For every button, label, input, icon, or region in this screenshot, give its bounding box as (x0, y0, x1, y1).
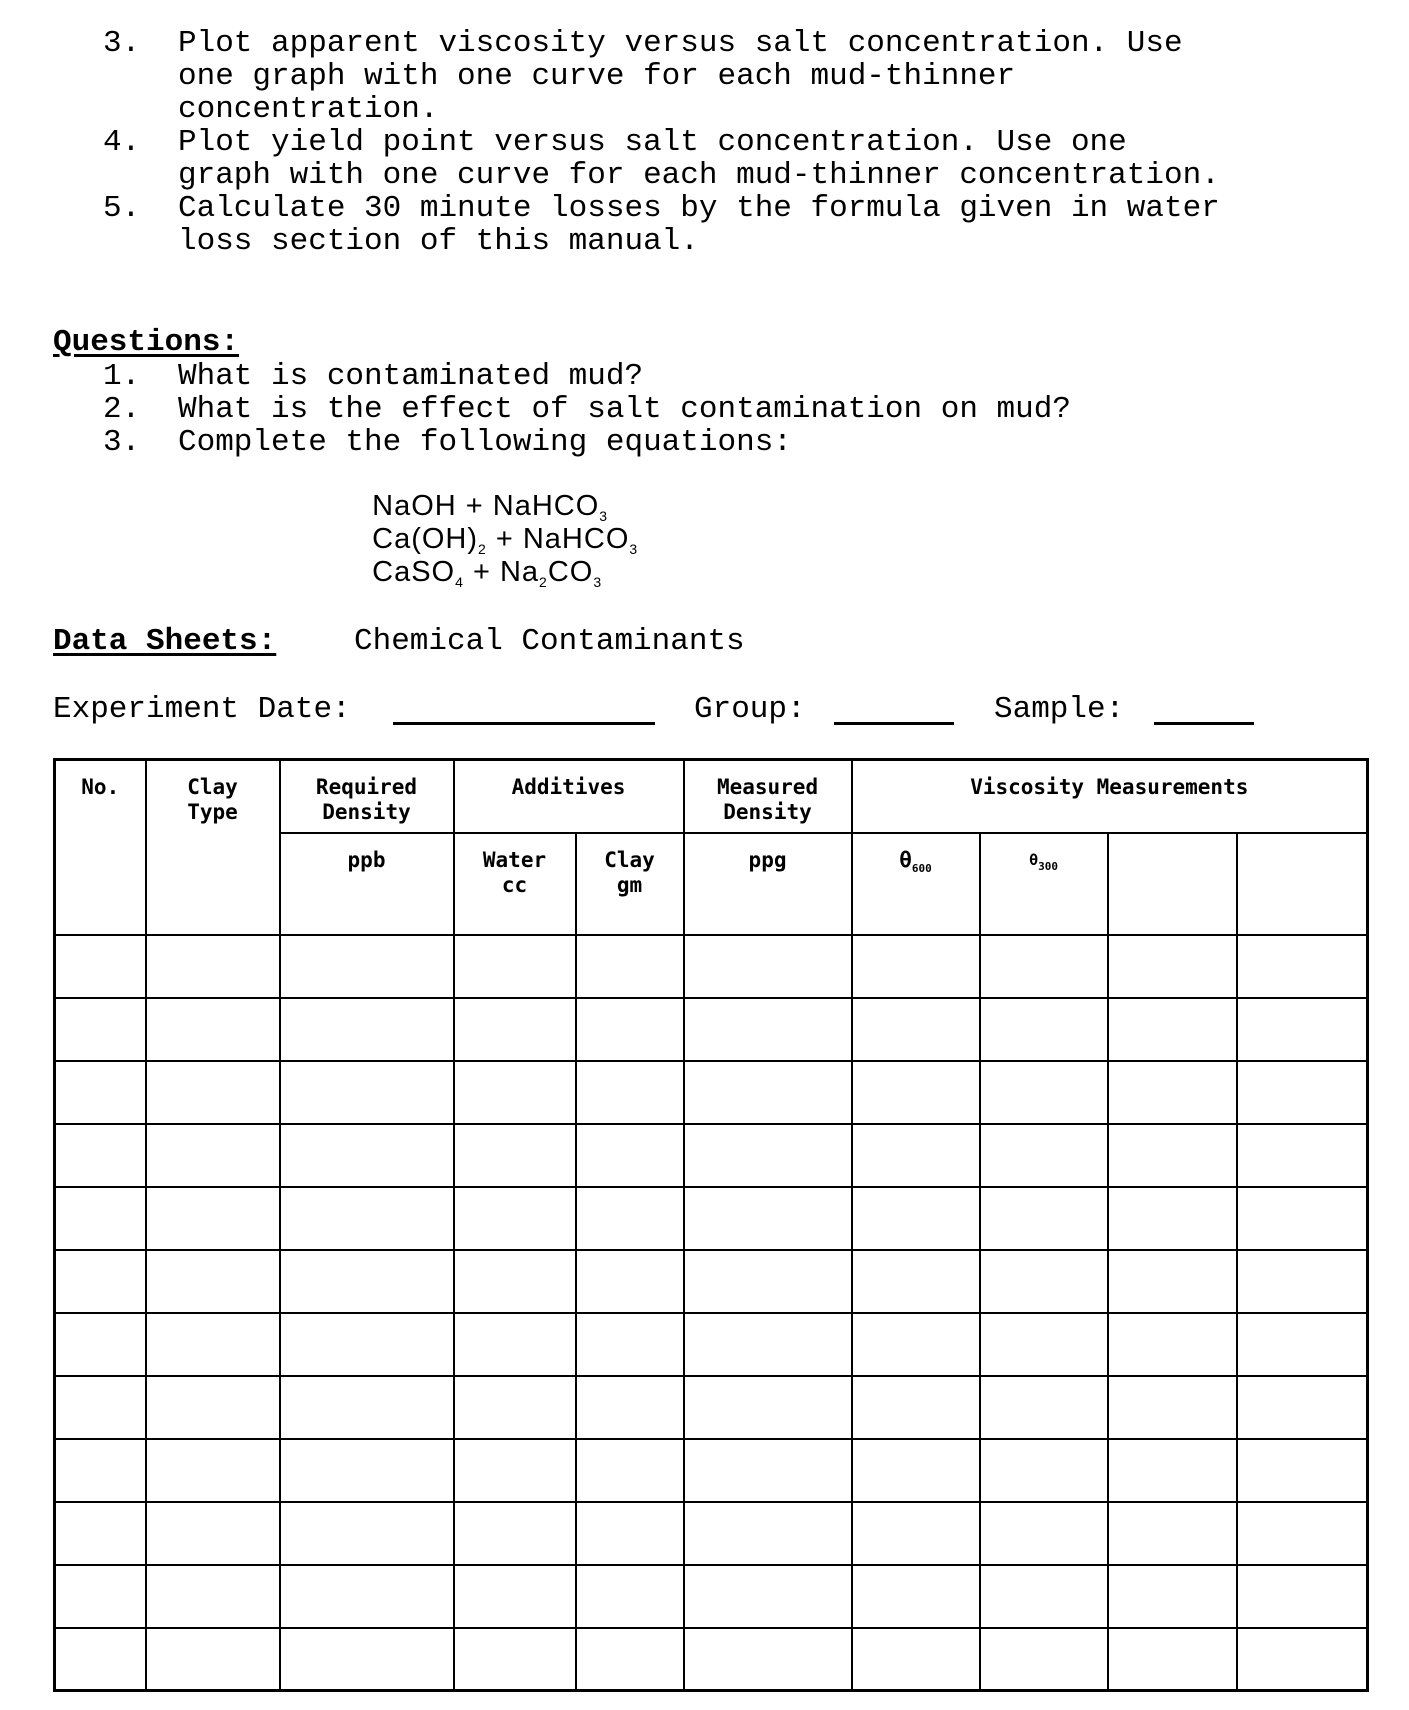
table-cell[interactable] (454, 1502, 576, 1565)
equation-subscript: 2 (478, 541, 487, 557)
table-cell[interactable] (280, 1187, 454, 1250)
table-cell[interactable] (852, 998, 980, 1061)
subheader-clay (576, 833, 684, 935)
subheader-label: ppb (347, 847, 386, 872)
table-cell[interactable] (454, 1439, 576, 1502)
table-cell[interactable] (684, 998, 852, 1061)
header-label: Required (315, 775, 418, 799)
table-cell[interactable] (55, 998, 146, 1061)
table-cell[interactable] (55, 1565, 146, 1628)
header-clay-type (146, 760, 280, 935)
table-cell[interactable] (280, 1565, 454, 1628)
equation-subscript: 3 (599, 508, 609, 524)
table-cell[interactable] (684, 1061, 852, 1124)
table-cell[interactable] (454, 1124, 576, 1187)
question-number: 3. (103, 425, 141, 460)
equation-subscript: 4 (455, 574, 464, 590)
procedure-item-line: one graph with one curve for each mud-thinner (178, 59, 1016, 94)
header-label: Measured (716, 775, 819, 799)
procedure-item-line: graph with one curve for each mud-thinner concentration. (178, 158, 1220, 193)
table-cell[interactable] (576, 1124, 684, 1187)
table-cell[interactable] (146, 1313, 280, 1376)
table-cell[interactable] (146, 1439, 280, 1502)
table-cell[interactable] (280, 1502, 454, 1565)
table-cell[interactable] (576, 1250, 684, 1313)
table-cell[interactable] (852, 1313, 980, 1376)
table-cell[interactable] (852, 1502, 980, 1565)
table-cell[interactable] (852, 1628, 980, 1691)
table-cell[interactable] (576, 935, 684, 998)
table-cell[interactable] (576, 1502, 684, 1565)
theta-subscript: 600 (911, 861, 932, 875)
table-cell[interactable] (1237, 1502, 1368, 1565)
table-cell[interactable] (146, 1250, 280, 1313)
procedure-item-number: 4. (103, 125, 141, 160)
procedure-item-line: Calculate 30 minute losses by the formula given in water (178, 191, 1220, 226)
table-cell[interactable] (980, 1187, 1108, 1250)
table-cell[interactable] (852, 1565, 980, 1628)
table-cell[interactable] (576, 998, 684, 1061)
table-cell[interactable] (146, 1376, 280, 1439)
table-row (55, 1313, 1368, 1376)
question-text: What is contaminated mud? (178, 359, 644, 394)
table-cell[interactable] (1237, 1439, 1368, 1502)
table-cell[interactable] (852, 1376, 980, 1439)
table-cell[interactable] (280, 1124, 454, 1187)
table-cell[interactable] (1108, 1313, 1237, 1376)
table-cell[interactable] (980, 1376, 1108, 1439)
table-cell[interactable] (280, 1061, 454, 1124)
table-cell[interactable] (980, 1502, 1108, 1565)
table-cell[interactable] (454, 1565, 576, 1628)
table-cell[interactable] (1237, 1187, 1368, 1250)
table-cell[interactable] (1237, 1061, 1368, 1124)
header-label: Type (187, 800, 238, 824)
table-cell[interactable] (684, 1439, 852, 1502)
table-cell[interactable] (852, 1439, 980, 1502)
table-cell[interactable] (146, 1628, 280, 1691)
table-row (55, 1628, 1368, 1691)
subheader-label: gm (616, 872, 643, 897)
table-cell[interactable] (1237, 935, 1368, 998)
procedure-item-line: Plot yield point versus salt concentration. Use one (178, 125, 1127, 160)
header-required-density (280, 760, 454, 833)
table-cell[interactable] (146, 998, 280, 1061)
table-cell[interactable] (576, 1376, 684, 1439)
subheader-theta-600 (852, 833, 980, 935)
table-cell[interactable] (980, 1250, 1108, 1313)
table-cell[interactable] (454, 935, 576, 998)
table-cell[interactable] (146, 1502, 280, 1565)
table-cell[interactable] (576, 1313, 684, 1376)
procedure-item-number: 3. (103, 26, 141, 61)
equation-text: + NaHCO (486, 523, 630, 555)
table-row (55, 998, 1368, 1061)
procedure-item-line: loss section of this manual. (178, 224, 699, 259)
group-field[interactable] (834, 694, 954, 725)
question-text: Complete the following equations: (178, 425, 792, 460)
table-cell[interactable] (1108, 1187, 1237, 1250)
equation-subscript: 2 (539, 574, 548, 590)
table-cell[interactable] (684, 1565, 852, 1628)
table-cell[interactable] (1108, 1250, 1237, 1313)
group-label: Group: (694, 692, 806, 727)
table-cell[interactable] (146, 1061, 280, 1124)
table-cell[interactable] (576, 1187, 684, 1250)
table-row (55, 1439, 1368, 1502)
table-cell[interactable] (454, 1628, 576, 1691)
table-cell[interactable] (454, 1313, 576, 1376)
table-cell[interactable] (980, 1313, 1108, 1376)
equation-subscript: 3 (629, 541, 639, 557)
data-sheets-title: Chemical Contaminants (354, 624, 745, 659)
header-no (55, 760, 146, 935)
table-cell[interactable] (852, 1187, 980, 1250)
subheader-blank (1237, 833, 1368, 935)
table-row (55, 935, 1368, 998)
header-viscosity-measurements (852, 760, 1368, 833)
table-cell[interactable] (55, 1313, 146, 1376)
table-cell[interactable] (55, 935, 146, 998)
table-cell[interactable] (1108, 1061, 1237, 1124)
table-cell[interactable] (852, 935, 980, 998)
data-table (53, 758, 1369, 1692)
table-row (55, 1250, 1368, 1313)
table-cell[interactable] (684, 1502, 852, 1565)
subheader-label: Water (482, 847, 547, 872)
table-cell[interactable] (1108, 1376, 1237, 1439)
header-measured-density (684, 760, 852, 833)
table-cell[interactable] (55, 1061, 146, 1124)
procedure-item-line: concentration. (178, 92, 439, 127)
question-number: 2. (103, 392, 141, 427)
table-cell[interactable] (576, 1439, 684, 1502)
table-cell[interactable] (1108, 1565, 1237, 1628)
table-cell[interactable] (684, 1628, 852, 1691)
table-cell[interactable] (454, 998, 576, 1061)
table-cell[interactable] (1108, 1439, 1237, 1502)
question-text: What is the effect of salt contamination on mud? (178, 392, 1071, 427)
table-cell[interactable] (280, 998, 454, 1061)
questions-heading: Questions: (53, 325, 240, 360)
table-cell[interactable] (1237, 1250, 1368, 1313)
equation-text: Ca(OH) (372, 523, 479, 555)
table-cell[interactable] (55, 1502, 146, 1565)
table-cell[interactable] (280, 1628, 454, 1691)
question-number: 1. (103, 359, 141, 394)
table-cell[interactable] (980, 935, 1108, 998)
table-cell[interactable] (684, 935, 852, 998)
header-label: Density (322, 800, 411, 824)
table-cell[interactable] (1237, 1313, 1368, 1376)
header-label: Viscosity Measurements (970, 775, 1249, 799)
table-cell[interactable] (454, 1061, 576, 1124)
subheader-blank (1108, 833, 1237, 935)
table-cell[interactable] (454, 1187, 576, 1250)
table-cell[interactable] (852, 1124, 980, 1187)
table-cell[interactable] (280, 1439, 454, 1502)
table-cell[interactable] (684, 1376, 852, 1439)
table-row (55, 1187, 1368, 1250)
theta-subscript: 300 (1038, 859, 1058, 873)
header-additives (454, 760, 684, 833)
table-cell[interactable] (1108, 998, 1237, 1061)
table-cell[interactable] (454, 1250, 576, 1313)
table-cell[interactable] (55, 1376, 146, 1439)
header-label: Density (723, 800, 812, 824)
table-cell[interactable] (55, 1124, 146, 1187)
table-row (55, 1376, 1368, 1439)
subheader-ppg (684, 833, 852, 935)
table-cell[interactable] (280, 935, 454, 998)
table-cell[interactable] (280, 1250, 454, 1313)
table-row (55, 1502, 1368, 1565)
procedure-item-line: Plot apparent viscosity versus salt concentration. Use (178, 26, 1183, 61)
table-cell[interactable] (852, 1250, 980, 1313)
procedure-item-number: 5. (103, 191, 141, 226)
equation-text: CaSO (372, 556, 456, 588)
theta-symbol: θ (899, 847, 912, 872)
equation-3 (354, 529, 602, 589)
table-cell[interactable] (684, 1124, 852, 1187)
table-cell[interactable] (852, 1061, 980, 1124)
table-cell[interactable] (980, 1628, 1108, 1691)
table-cell[interactable] (1108, 1628, 1237, 1691)
table-cell[interactable] (980, 1061, 1108, 1124)
table-cell[interactable] (280, 1313, 454, 1376)
table-cell[interactable] (684, 1313, 852, 1376)
table-cell[interactable] (1237, 1124, 1368, 1187)
subheader-theta-300 (980, 833, 1108, 935)
subheader-label: cc (501, 872, 528, 897)
table-cell[interactable] (280, 1376, 454, 1439)
table-cell[interactable] (1108, 935, 1237, 998)
table-cell[interactable] (1237, 1376, 1368, 1439)
table-cell[interactable] (55, 1250, 146, 1313)
table-cell[interactable] (146, 1565, 280, 1628)
header-label: Additives (511, 775, 626, 799)
subheader-label: Clay (604, 847, 655, 872)
table-cell[interactable] (576, 1061, 684, 1124)
table-cell[interactable] (55, 1187, 146, 1250)
table-cell[interactable] (684, 1250, 852, 1313)
table-cell[interactable] (1237, 1565, 1368, 1628)
equation-text: CO (547, 556, 594, 588)
table-row (55, 1061, 1368, 1124)
table-cell[interactable] (980, 1565, 1108, 1628)
equation-subscript: 3 (593, 574, 603, 590)
table-cell[interactable] (576, 1628, 684, 1691)
header-label: Clay (187, 775, 238, 799)
table-row (55, 1124, 1368, 1187)
table-cell[interactable] (146, 1187, 280, 1250)
sample-field[interactable] (1154, 694, 1254, 725)
table-cell[interactable] (146, 935, 280, 998)
sample-label: Sample: (994, 692, 1125, 727)
table-cell[interactable] (1108, 1124, 1237, 1187)
table-cell[interactable] (55, 1628, 146, 1691)
equation-text: NaOH + NaHCO (372, 490, 600, 522)
table-cell[interactable] (1108, 1502, 1237, 1565)
equation-text: + Na (463, 556, 540, 588)
table-cell[interactable] (1237, 1628, 1368, 1691)
table-row (55, 1565, 1368, 1628)
theta-symbol: θ (1029, 850, 1039, 869)
subheader-water (454, 833, 576, 935)
table-cell[interactable] (576, 1565, 684, 1628)
subheader-ppb (280, 833, 454, 935)
header-label: No. (81, 775, 120, 799)
table-cell[interactable] (980, 1439, 1108, 1502)
experiment-date-field[interactable] (393, 694, 655, 725)
table-cell[interactable] (684, 1187, 852, 1250)
table-cell[interactable] (146, 1124, 280, 1187)
subheader-label: ppg (748, 847, 787, 872)
table-cell[interactable] (55, 1439, 146, 1502)
experiment-date-label: Experiment Date: (53, 692, 351, 727)
data-sheets-heading: Data Sheets: (53, 624, 277, 659)
table-cell[interactable] (980, 1124, 1108, 1187)
data-rows (55, 935, 1368, 1691)
table-cell[interactable] (454, 1376, 576, 1439)
table-cell[interactable] (980, 998, 1108, 1061)
table-cell[interactable] (1237, 998, 1368, 1061)
